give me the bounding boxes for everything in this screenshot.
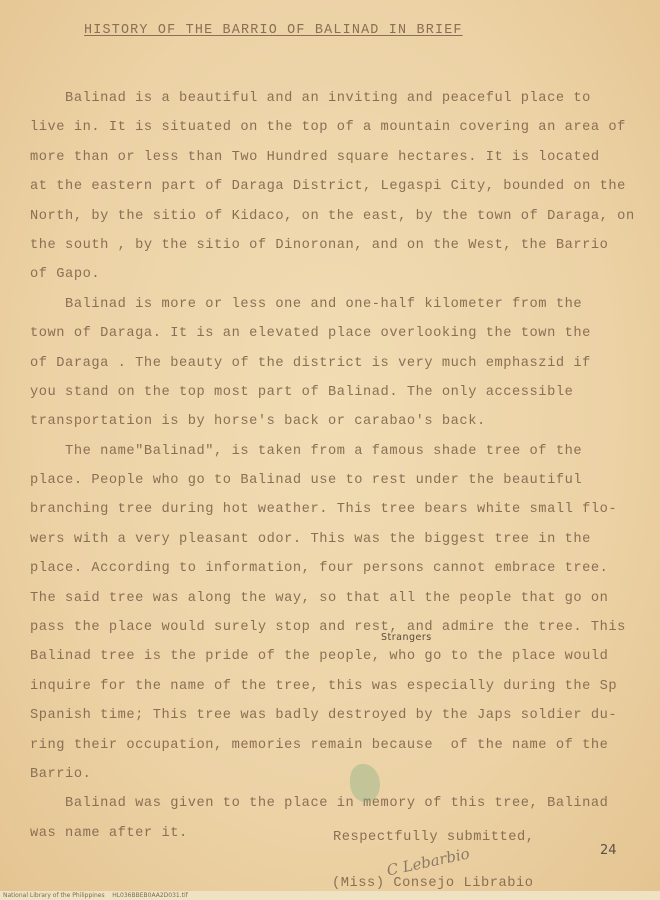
text-line: inquire for the name of the tree, this was especially during the Sp xyxy=(30,678,618,694)
text-line: live in. It is situated on the top of a mountain covering an area of xyxy=(30,120,626,136)
typed-signature: (Miss) Consejo Librabio xyxy=(332,876,534,891)
handwritten-signature: C Lebarbio xyxy=(385,844,472,880)
text-line: Balinad is a beautiful and an inviting and peaceful place to xyxy=(30,91,591,106)
text-line: of Gapo. xyxy=(30,267,101,283)
scan-footer: National Library of the Philippines HL036BBEB0AA2D031.tif xyxy=(0,891,660,900)
text-line: branching tree during hot weather. This tree bears white small flo- xyxy=(30,502,618,518)
text-line: The name"Balinad", is taken from a famous shade tree of the xyxy=(30,443,583,459)
text-line: place. People who go to Balinad use to rest under the beautiful xyxy=(30,473,583,489)
text-line: pass the place would surely stop and rest, and admire the tree. This xyxy=(30,620,626,636)
text-line: The said tree was along the way, so that all the people that go on xyxy=(30,590,609,606)
text-line: the south , by the sitio of Dinoronan, and on the West, the Barrio xyxy=(30,237,609,253)
text-line: Balinad tree is the pride of the people, who go to the place would xyxy=(30,649,609,665)
text-line: was name after it. xyxy=(30,825,188,841)
text-line: transportation is by horse's back or carabao's back. xyxy=(30,414,486,430)
text-line: town of Daraga. It is an elevated place overlooking the town the xyxy=(30,326,591,342)
text-line: Balinad is more or less one and one-half kilometer from the xyxy=(30,296,583,312)
text-line: at the eastern part of Daraga District, Legaspi City, bounded on the xyxy=(30,179,626,195)
text-line: place. According to information, four persons cannot embrace tree. xyxy=(30,561,609,577)
interlinear-note: Strangers xyxy=(381,632,432,643)
document-title: HISTORY OF THE BARRIO OF BALINAD IN BRIEF xyxy=(84,23,463,38)
text-line: ring their occupation, memories remain because of the name of the xyxy=(30,737,609,753)
page-number: 24 xyxy=(600,843,617,858)
text-line: Spanish time; This tree was badly destroyed by the Japs soldier du- xyxy=(30,708,618,724)
text-line: wers with a very pleasant odor. This was the biggest tree in the xyxy=(30,531,591,547)
document-body xyxy=(30,84,640,848)
closing-line: Respectfully submitted, xyxy=(333,830,535,845)
text-line: Balinad was given to the place in memory of this tree, Balinad xyxy=(30,796,609,812)
text-line: North, by the sitio of Kidaco, on the east, by the town of Daraga, on xyxy=(30,208,635,224)
text-line: Barrio. xyxy=(30,766,92,782)
text-line: more than or less than Two Hundred square hectares. It is located xyxy=(30,149,600,165)
text-line: you stand on the top most part of Balinad. The only accessible xyxy=(30,384,574,400)
text-line: of Daraga . The beauty of the district is very much emphaszid if xyxy=(30,355,591,371)
ink-stain xyxy=(350,764,380,802)
